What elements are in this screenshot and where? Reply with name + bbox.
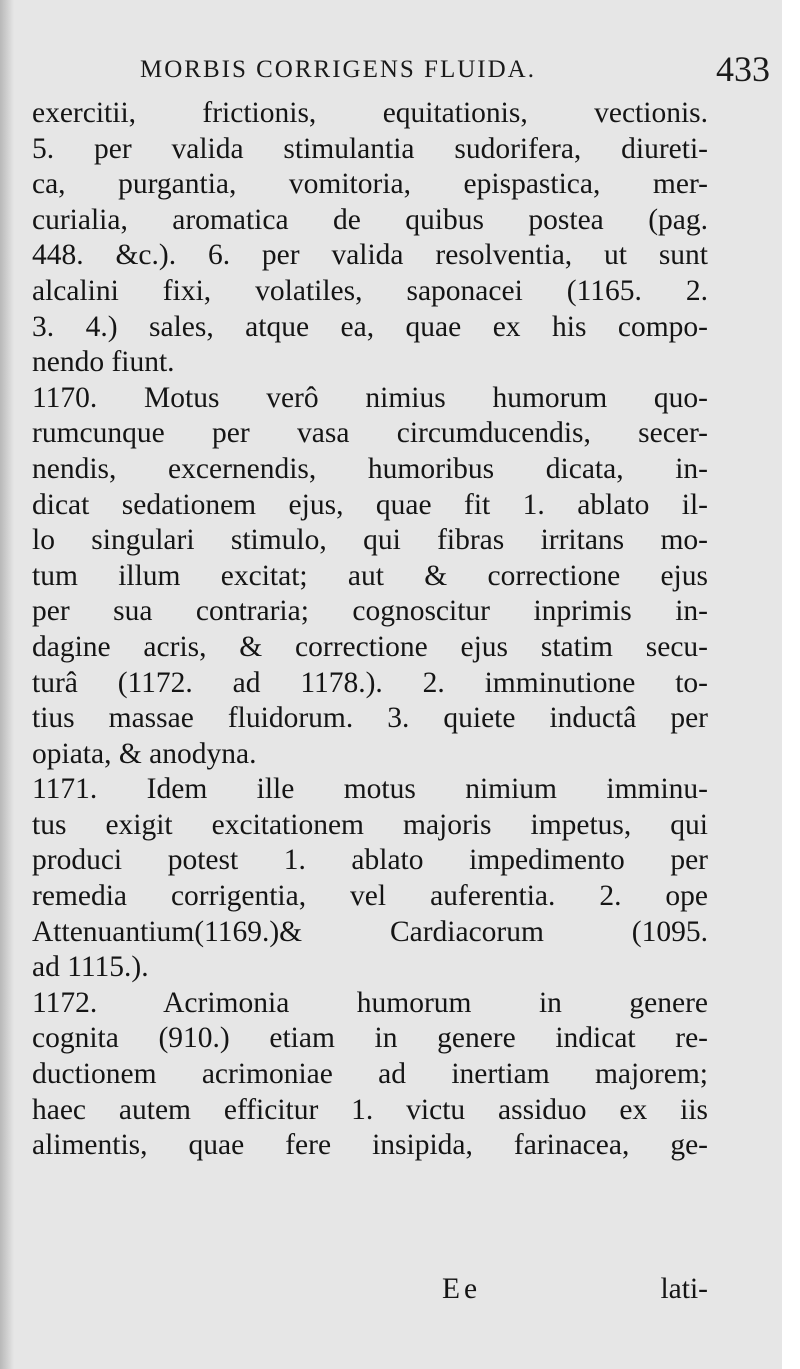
text-line: tum illum excitat; aut & correctione ejus	[32, 559, 708, 592]
text-line: 1171. Idem ille motus nimium imminu-	[32, 773, 708, 806]
text-line: ductionem acrimoniae ad inertiam majorem;	[32, 1058, 708, 1091]
page-gutter-shadow	[0, 0, 14, 1369]
text-line: 3. 4.) sales, atque ea, quae ex his compo-	[32, 310, 708, 343]
text-line: nendo fiunt.	[32, 346, 175, 379]
text-line: alcalini fixi, volatiles, saponacei (1165. 2.	[32, 274, 708, 307]
text-line: exercitii, frictionis, equitationis, vectionis.	[32, 97, 708, 129]
signature-mark: Ee	[442, 1273, 482, 1305]
text-line: ad 1115.).	[32, 951, 149, 984]
text-line: tus exigit excitationem majoris impetus, qui	[32, 808, 708, 841]
text-line: alimentis, quae fere insipida, farinacea, ge-	[32, 1129, 708, 1162]
text-line: cognita (910.) etiam in genere indicat re-	[32, 1022, 708, 1055]
body-text	[32, 96, 708, 1164]
catchword: lati-	[660, 1273, 708, 1305]
text-line: dagine acris, & correctione ejus statim secu-	[32, 630, 708, 663]
text-line: nendis, excernendis, humoribus dicata, in-	[32, 452, 708, 485]
text-line: haec autem efficitur 1. victu assiduo ex iis	[32, 1093, 708, 1126]
text-line: remedia corrigentia, vel auferentia. 2. ope	[32, 880, 708, 913]
text-line: turâ (1172. ad 1178.). 2. imminutione to-	[32, 666, 708, 699]
page-margin	[782, 0, 800, 1369]
text-line: ca, purgantia, vomitoria, epispastica, mer-	[32, 168, 708, 201]
text-line: 1170. Motus verô nimius humorum quo-	[32, 381, 708, 414]
page-header	[36, 48, 770, 98]
text-line: dicat sedationem ejus, quae fit 1. ablato il-	[32, 488, 708, 521]
text-line: produci potest 1. ablato impedimento per	[32, 844, 708, 877]
text-line: 1172. Acrimonia humorum in genere	[32, 986, 708, 1019]
text-line: Attenuantium(1169.)& Cardiacorum (1095.	[32, 915, 708, 948]
text-line: rumcunque per vasa circumducendis, secer-	[32, 417, 708, 450]
page-number: 433	[716, 49, 770, 89]
page-footer	[32, 1273, 708, 1313]
text-line: per sua contraria; cognoscitur inprimis in-	[32, 595, 708, 628]
text-line: opiata, & anodyna.	[32, 737, 257, 770]
text-line: 5. per valida stimulantia sudorifera, diureti-	[32, 132, 708, 165]
text-line: tius massae fluidorum. 3. quiete inductâ per	[32, 702, 708, 735]
text-line: curialia, aromatica de quibus postea (pag.	[32, 203, 708, 236]
text-line: lo singulari stimulo, qui fibras irritans mo-	[32, 524, 708, 557]
text-line: 448. &c.). 6. per valida resolventia, ut sunt	[32, 239, 708, 272]
running-head: MORBIS CORRIGENS FLUIDA.	[140, 56, 536, 83]
